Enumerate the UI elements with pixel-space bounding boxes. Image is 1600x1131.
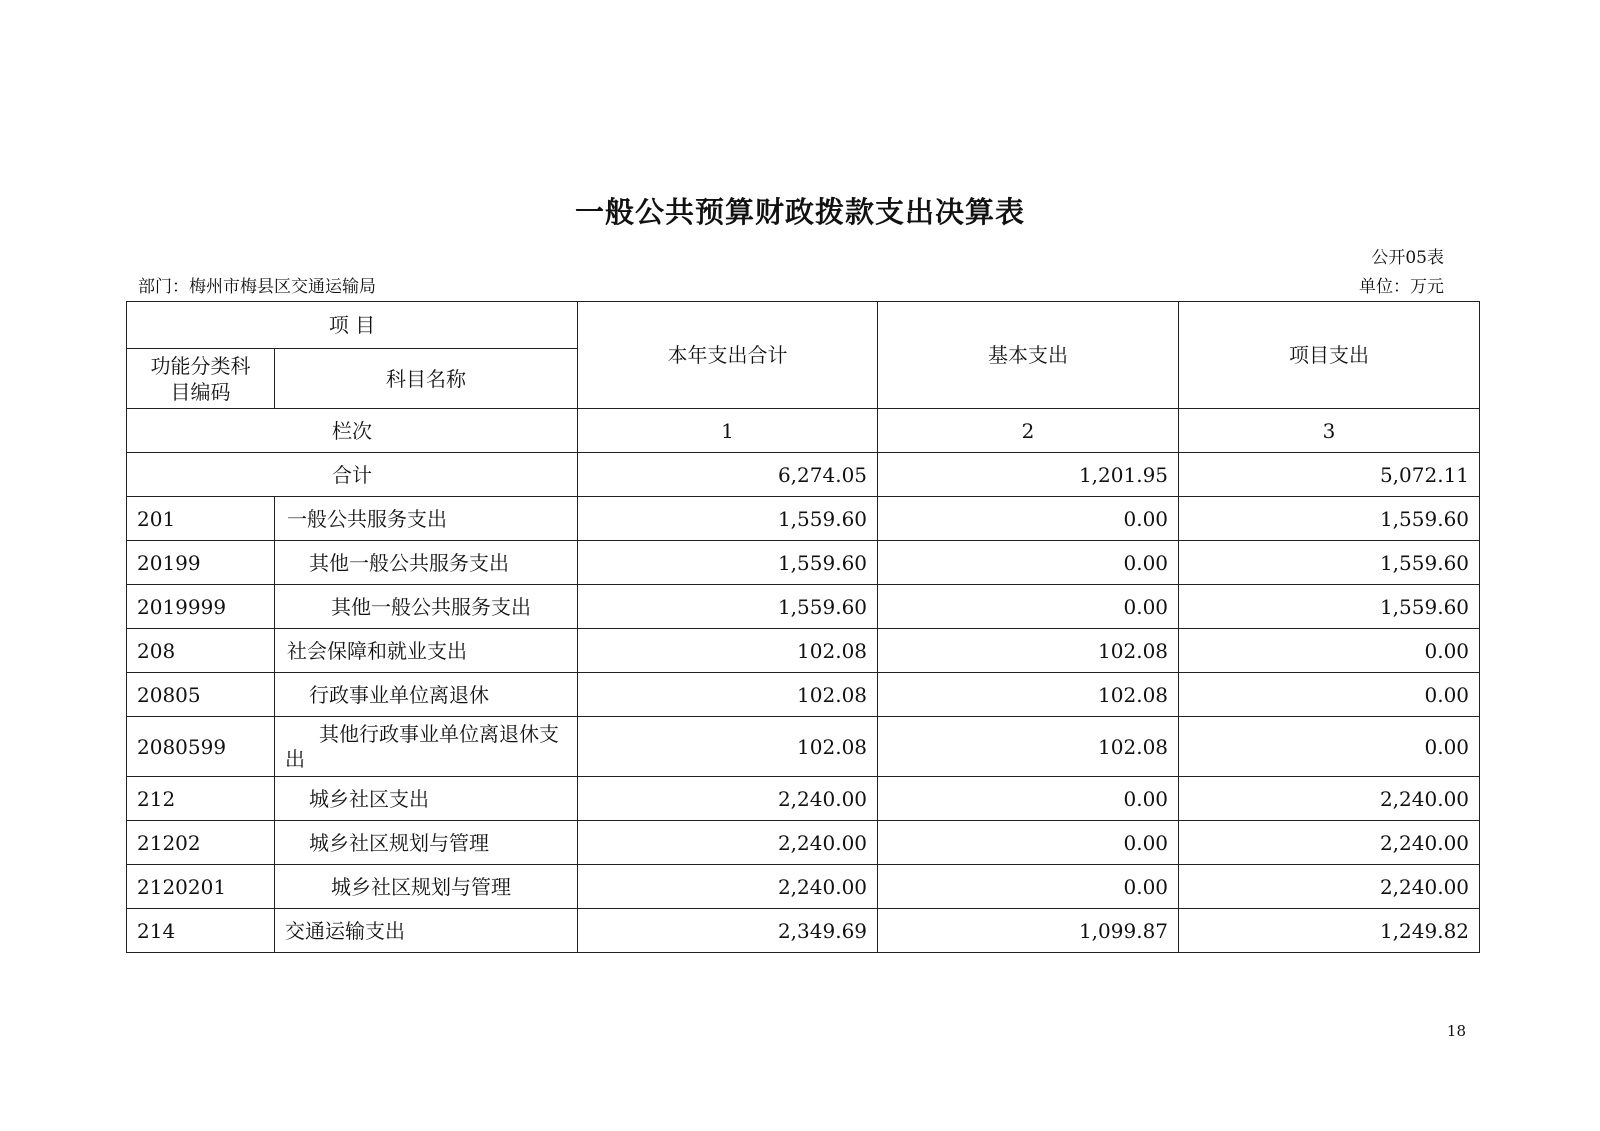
header-function-code: 功能分类科目编码 [127,349,275,409]
form-number: 公开05表 [1371,248,1444,268]
row-code: 2019999 [127,585,275,629]
total-label: 合计 [127,453,578,497]
row-value-3: 1,559.60 [1179,497,1480,541]
column-index-1: 1 [578,409,878,453]
table-row [127,821,1480,865]
row-value-1: 1,559.60 [578,497,878,541]
row-value-1: 102.08 [578,717,878,777]
report-title: 一般公共预算财政拨款支出决算表 [574,195,1025,229]
column-index-3: 3 [1179,409,1480,453]
table-row [127,909,1480,953]
row-code: 212 [127,777,275,821]
total-value-1: 6,274.05 [578,453,878,497]
row-name: 行政事业单位离退休 [275,673,578,717]
page-number: 18 [1446,1022,1466,1040]
row-value-2: 1,099.87 [878,909,1179,953]
row-value-2: 102.08 [878,629,1179,673]
table-row [127,777,1480,821]
row-value-1: 102.08 [578,629,878,673]
row-value-1: 102.08 [578,673,878,717]
table-row [127,585,1480,629]
row-name: 其他行政事业单位离退休支出 [275,717,578,777]
row-code: 2080599 [127,717,275,777]
row-code: 20805 [127,673,275,717]
row-name: 社会保障和就业支出 [275,629,578,673]
header-project-expenditure: 项目支出 [1179,302,1480,409]
row-code: 201 [127,497,275,541]
row-value-3: 0.00 [1179,629,1480,673]
row-value-2: 102.08 [878,673,1179,717]
table-row [127,717,1480,777]
expenditure-table [126,301,1480,953]
row-code: 20199 [127,541,275,585]
column-index-label: 栏次 [127,409,578,453]
department-label: 部门：梅州市梅县区交通运输局 [138,277,376,297]
row-name: 城乡社区规划与管理 [275,821,578,865]
header-total-expenditure: 本年支出合计 [578,302,878,409]
table-row [127,865,1480,909]
row-value-3: 0.00 [1179,717,1480,777]
row-value-2: 0.00 [878,821,1179,865]
header-basic-expenditure: 基本支出 [878,302,1179,409]
row-value-3: 1,249.82 [1179,909,1480,953]
column-index-2: 2 [878,409,1179,453]
row-value-2: 0.00 [878,497,1179,541]
table-row [127,497,1480,541]
unit-label: 单位：万元 [1359,277,1444,297]
row-value-3: 1,559.60 [1179,585,1480,629]
row-value-1: 2,349.69 [578,909,878,953]
row-value-2: 102.08 [878,717,1179,777]
row-name: 城乡社区规划与管理 [275,865,578,909]
row-code: 208 [127,629,275,673]
row-name: 其他一般公共服务支出 [275,541,578,585]
row-name: 交通运输支出 [275,909,578,953]
row-code: 2120201 [127,865,275,909]
row-value-2: 0.00 [878,541,1179,585]
row-value-3: 2,240.00 [1179,821,1480,865]
row-code: 21202 [127,821,275,865]
row-value-1: 1,559.60 [578,541,878,585]
row-value-2: 0.00 [878,865,1179,909]
row-name: 一般公共服务支出 [275,497,578,541]
total-value-2: 1,201.95 [878,453,1179,497]
row-value-3: 2,240.00 [1179,777,1480,821]
row-value-3: 2,240.00 [1179,865,1480,909]
total-value-3: 5,072.11 [1179,453,1480,497]
total-row [127,453,1480,497]
row-value-2: 0.00 [878,585,1179,629]
row-code: 214 [127,909,275,953]
row-value-2: 0.00 [878,777,1179,821]
row-value-1: 1,559.60 [578,585,878,629]
row-value-3: 1,559.60 [1179,541,1480,585]
row-value-1: 2,240.00 [578,777,878,821]
row-value-1: 2,240.00 [578,821,878,865]
header-project: 项 目 [127,302,578,349]
table-row [127,541,1480,585]
table-row [127,629,1480,673]
row-name: 其他一般公共服务支出 [275,585,578,629]
row-value-3: 0.00 [1179,673,1480,717]
table-row [127,673,1480,717]
header-subject-name: 科目名称 [275,349,578,409]
row-value-1: 2,240.00 [578,865,878,909]
row-name: 城乡社区支出 [275,777,578,821]
